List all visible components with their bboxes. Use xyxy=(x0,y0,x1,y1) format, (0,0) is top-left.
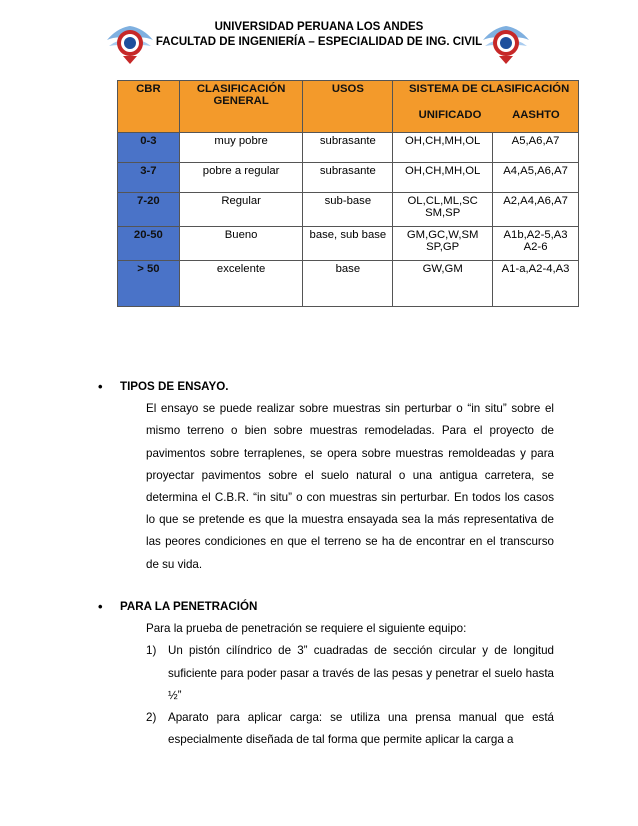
cell-unificado: OH,CH,MH,OL xyxy=(393,163,493,193)
cbr-classification-table xyxy=(117,80,579,307)
cell-usos: base, sub base xyxy=(303,227,393,261)
header-university: UNIVERSIDAD PERUANA LOS ANDES xyxy=(214,21,424,33)
cell-cbr: 20-50 xyxy=(118,227,180,261)
cell-cbr: 0-3 xyxy=(118,133,180,163)
list-text: Aparato para aplicar carga: se utiliza una prensa manual que está especialmente diseñada de tal forma que permite aplicar la carga a xyxy=(168,711,554,747)
section-tipos-de-ensayo xyxy=(120,376,554,576)
table-row xyxy=(118,227,579,261)
section-title: • TIPOS DE ENSAYO. xyxy=(120,376,550,398)
cell-clasificacion: pobre a regular xyxy=(179,163,303,193)
cell-usos: sub-base xyxy=(303,193,393,227)
table-row xyxy=(118,193,579,227)
section-title: • PARA LA PENETRACIÓN xyxy=(120,596,550,618)
cell-clasificacion: muy pobre xyxy=(179,133,303,163)
cell-cbr: 7-20 xyxy=(118,193,180,227)
cell-aashto: A1-a,A2-4,A3 xyxy=(493,261,579,307)
cell-aashto: A2,A4,A6,A7 xyxy=(493,193,579,227)
list-number: 2) xyxy=(146,711,157,725)
list-number: 1) xyxy=(146,644,157,658)
header-cbr: CBR xyxy=(118,81,180,133)
list-item xyxy=(146,640,554,707)
section-penetracion xyxy=(120,596,554,751)
header-sistema-label: SISTEMA DE CLASIFICACIÓN xyxy=(408,83,570,95)
table-row xyxy=(118,163,579,193)
cell-aashto: A5,A6,A7 xyxy=(493,133,579,163)
header-clasificacion: CLASIFICACIÓN GENERAL xyxy=(179,81,303,133)
cell-unificado: OH,CH,MH,OL xyxy=(393,133,493,163)
cell-cbr: > 50 xyxy=(118,261,180,307)
cell-usos: subrasante xyxy=(303,133,393,163)
list-text: Un pistón cilíndrico de 3” cuadradas de sección circular y de longitud suficiente para poder pasar a través de las pesas y penetrar el suelo hasta ½” xyxy=(168,644,554,702)
table-row xyxy=(118,133,579,163)
table-row xyxy=(118,261,579,307)
header-aashto: AASHTO xyxy=(512,109,560,121)
section-intro: Para la prueba de penetración se requiere el siguiente equipo: xyxy=(146,622,467,636)
page-header xyxy=(0,20,638,50)
header-usos: USOS xyxy=(303,81,393,133)
cell-clasificacion: Bueno xyxy=(179,227,303,261)
cell-aashto: A4,A5,A6,A7 xyxy=(493,163,579,193)
header-sistema xyxy=(393,81,579,133)
cell-aashto: A1b,A2-5,A3 A2-6 xyxy=(493,227,579,261)
cell-clasificacion: excelente xyxy=(179,261,303,307)
cell-usos: subrasante xyxy=(303,163,393,193)
section-paragraph xyxy=(146,398,554,576)
header-unificado: UNIFICADO xyxy=(418,109,482,121)
cell-usos: base xyxy=(303,261,393,307)
cell-unificado: GM,GC,W,SM SP,GP xyxy=(393,227,493,261)
paragraph-text: El ensayo se puede realizar sobre muestras sin perturbar o “in situ” sobre el mismo terreno o bien sobre muestras remodeladas. Para el proyecto de pavimentos sobre terraplenes, se opera sobre muestras remoldeadas y para proyectar pavimentos sobre el suelo natural o una antigua carretera, se determina el C.B.R. “in situ” o con muestras sin perturbar. En todos los casos lo que se pretende es que la muestra ensayada sea la más representativa de las peores condiciones en que el terreno se ha de encontrar en el transcurso de su vida. xyxy=(146,402,554,571)
cell-unificado: OL,CL,ML,SC SM,SP xyxy=(393,193,493,227)
cell-unificado: GW,GM xyxy=(393,261,493,307)
cell-clasificacion: Regular xyxy=(179,193,303,227)
list-item xyxy=(146,707,554,751)
header-faculty: FACULTAD DE INGENIERÍA – ESPECIALIDAD DE ING. CIVIL xyxy=(155,36,483,48)
cell-cbr: 3-7 xyxy=(118,163,180,193)
